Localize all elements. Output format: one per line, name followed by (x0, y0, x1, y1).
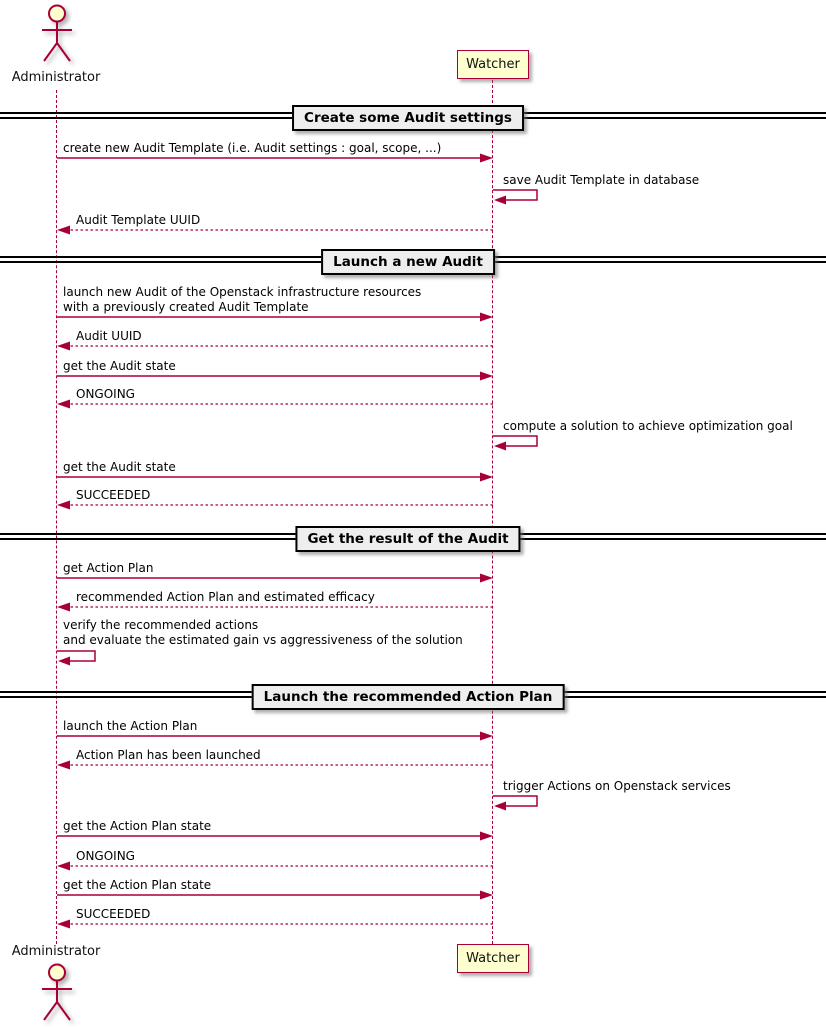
message-arrow-right (57, 572, 494, 584)
message-label-line: and evaluate the estimated gain vs aggressiveness of the solution (63, 633, 463, 647)
self-message-label (63, 618, 463, 648)
message-arrow-right (57, 889, 494, 901)
divider-section-title (252, 684, 565, 710)
administrator-actor-icon-bottom (35, 962, 79, 1024)
administrator-label-top: Administrator (11, 70, 101, 85)
divider-label: Create some Audit settings (304, 110, 512, 126)
self-message-loop (493, 794, 541, 813)
divider-section-title (292, 105, 524, 131)
message-label-line: get the Audit state (63, 359, 176, 373)
message-arrow-right (57, 830, 494, 842)
message-label-line: Action Plan has been launched (76, 748, 261, 762)
message-label-line: trigger Actions on Openstack services (503, 779, 731, 793)
message-label-line: Audit UUID (76, 329, 142, 343)
divider-section-title (321, 249, 495, 275)
message-label-line: ONGOING (76, 387, 135, 401)
message-return-arrow (57, 340, 494, 352)
self-message-label (503, 779, 731, 794)
message-label-line: get the Audit state (63, 460, 176, 474)
message-label-line: create new Audit Template (i.e. Audit settings : goal, scope, ...) (63, 141, 442, 155)
watcher-label-bottom: Watcher (466, 951, 520, 966)
message-return-arrow (57, 918, 494, 930)
divider-label: Get the result of the Audit (307, 531, 509, 547)
divider-label: Launch a new Audit (333, 254, 483, 270)
self-message-label (503, 173, 699, 188)
message-arrow-right (57, 471, 494, 483)
message-label-line: recommended Action Plan and estimated efficacy (76, 590, 375, 604)
lifeline-administrator (56, 90, 57, 944)
divider-section-title (295, 526, 520, 552)
self-message-loop (493, 434, 541, 453)
message-label-line: get Action Plan (63, 561, 154, 575)
administrator-actor-icon (35, 3, 79, 65)
self-message-label (503, 419, 793, 434)
message-arrow-right (57, 730, 494, 742)
administrator-label-bottom: Administrator (11, 944, 101, 959)
message-return-arrow (57, 398, 494, 410)
message-label-line: compute a solution to achieve optimization goal (503, 419, 793, 433)
message-return-arrow (57, 499, 494, 511)
message-label-line: SUCCEEDED (76, 907, 151, 921)
divider-label: Launch the recommended Action Plan (263, 689, 553, 705)
message-label-line: SUCCEEDED (76, 488, 151, 502)
watcher-participant-bottom (457, 944, 529, 973)
message-label-line: Audit Template UUID (76, 213, 201, 227)
message-return-arrow (57, 860, 494, 872)
message-label-line: verify the recommended actions (63, 618, 259, 632)
message-return-arrow (57, 601, 494, 613)
message-return-arrow (57, 224, 494, 236)
message-return-arrow (57, 759, 494, 771)
self-message-loop (57, 649, 99, 668)
watcher-label-top: Watcher (466, 57, 520, 72)
message-label-line: get the Action Plan state (63, 878, 212, 892)
message-arrow-right (57, 152, 494, 164)
message-label-line: ONGOING (76, 849, 135, 863)
message-label-line: with a previously created Audit Template (63, 300, 309, 314)
watcher-participant-top (457, 50, 529, 79)
self-message-loop (493, 188, 541, 207)
message-arrow-right (57, 370, 494, 382)
message-arrow-right (57, 311, 494, 323)
message-label-line: launch the Action Plan (63, 719, 198, 733)
message-label-line: get the Action Plan state (63, 819, 212, 833)
message-label-line: launch new Audit of the Openstack infrastructure resources (63, 285, 422, 299)
lifeline-watcher (492, 80, 493, 944)
message-label-line: save Audit Template in database (503, 173, 700, 187)
